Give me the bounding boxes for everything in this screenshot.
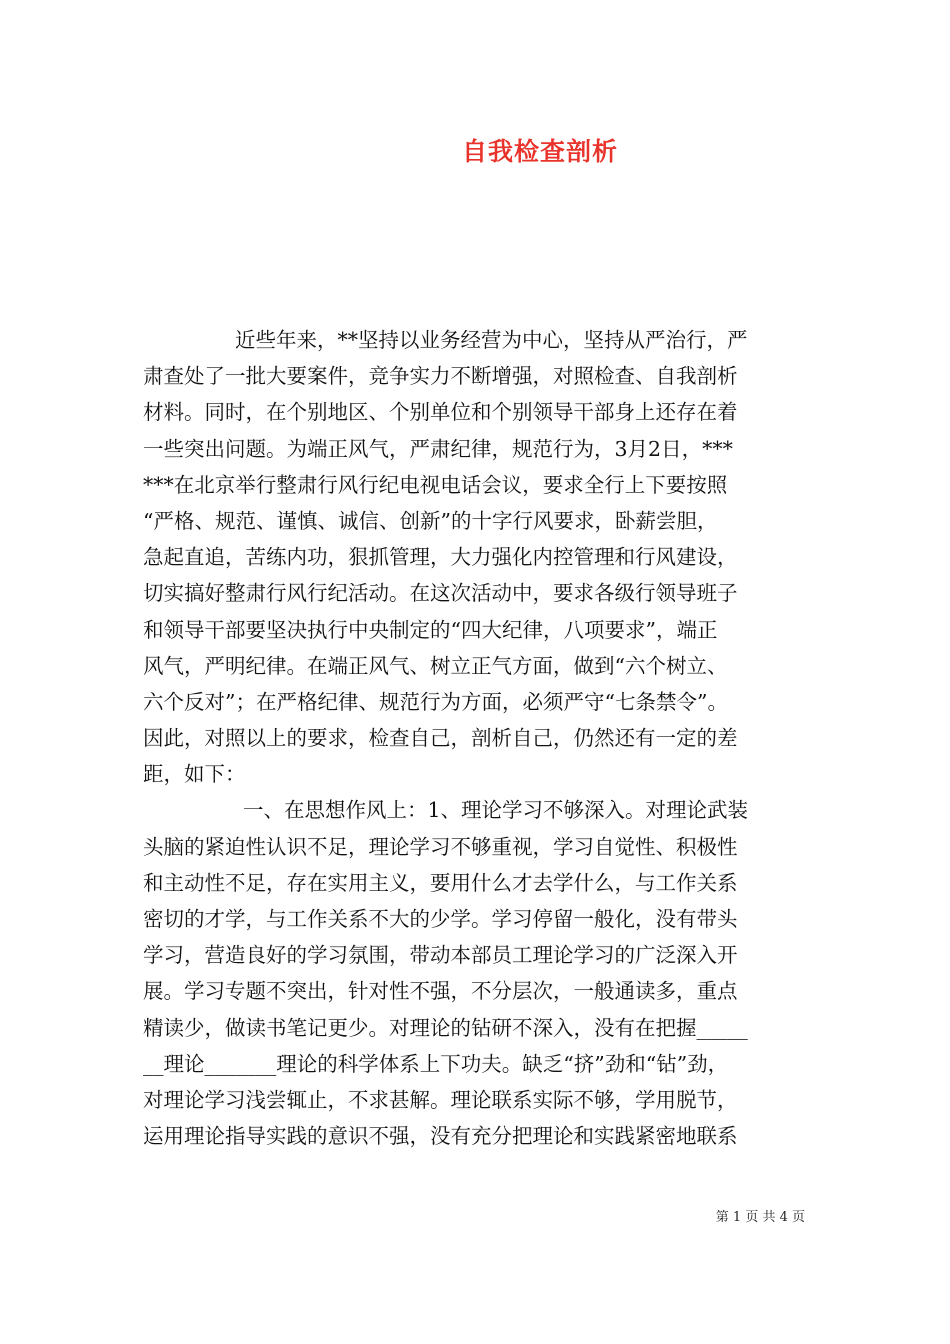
paragraph-line: 头脑的紧迫性认识不足，理论学习不够重视，学习自觉性、积极性: [143, 834, 738, 859]
paragraph-line: 因此，对照以上的要求，检查自己，剖析自己，仍然还有一定的差: [143, 726, 738, 751]
paragraph-line: 肃查处了一批大要案件，竞争实力不断增强，对照检查、自我剖析: [143, 364, 738, 389]
paragraph-line: 切实搞好整肃行风行纪活动。在这次活动中，要求各级行领导班子: [143, 581, 738, 606]
paragraph-line: 精读少，做读书笔记更少。对理论的钻研不深入，没有在把握_____: [143, 1015, 748, 1040]
document-body: [143, 322, 813, 1154]
page-indicator: 第 1 页 共 4 页: [715, 1210, 805, 1225]
paragraph-line: 六个反对”；在严格纪律、规范行为方面，必须严守“七条禁令”。: [143, 689, 728, 714]
paragraph-line: 对理论学习浅尝辄止，不求甚解。理论联系实际不够，学用脱节，: [143, 1087, 738, 1112]
paragraph-line: 密切的才学，与工作关系不大的少学。学习停留一般化，没有带头: [143, 907, 738, 931]
paragraph-line: “严格、规范、谨慎、诚信、创新”的十字行风要求，卧薪尝胆，: [143, 508, 718, 533]
paragraph-line: 一、在思想作风上：1、理论学习不够深入。对理论武装: [243, 798, 749, 823]
paragraph-line: 运用理论指导实践的意识不强，没有充分把理论和实践紧密地联系: [143, 1124, 738, 1149]
paragraph-line: 风气，严明纪律。在端正风气、树立正气方面，做到“六个树立、: [143, 653, 728, 678]
document-title: 自我检查剖析: [461, 137, 618, 166]
paragraph-line: 展。学习专题不突出，针对性不强，不分层次，一般通读多，重点: [143, 979, 738, 1004]
paragraph-line: 材料。同时，在个别地区、个别单位和个别领导干部身上还存在着: [143, 400, 738, 425]
paragraph-line: 和主动性不足，存在实用主义，要用什么才去学什么，与工作关系: [143, 870, 738, 895]
paragraph-line: __理论_______理论的科学体系上下功夫。缺乏“挤”劲和“钻”劲，: [143, 1051, 729, 1076]
paragraph-line: 一些突出问题。为端正风气，严肃纪律，规范行为，3月2日，***: [143, 436, 733, 461]
paragraph-line: 近些年来，**坚持以业务经营为中心，坚持从严治行，严: [235, 328, 748, 352]
paragraph-line: 距，如下：: [143, 762, 246, 787]
paragraph-line: ***在北京举行整肃行风行纪电视电话会议，要求全行上下要按照: [143, 472, 728, 497]
paragraph-line: 学习，营造良好的学习氛围，带动本部员工理论学习的广泛深入开: [143, 943, 738, 968]
paragraph-line: 急起直追，苦练内功，狠抓管理，大力强化内控管理和行风建设，: [143, 545, 738, 570]
paragraph-line: 和领导干部要坚决执行中央制定的“四大纪律，八项要求”，端正: [143, 617, 718, 642]
